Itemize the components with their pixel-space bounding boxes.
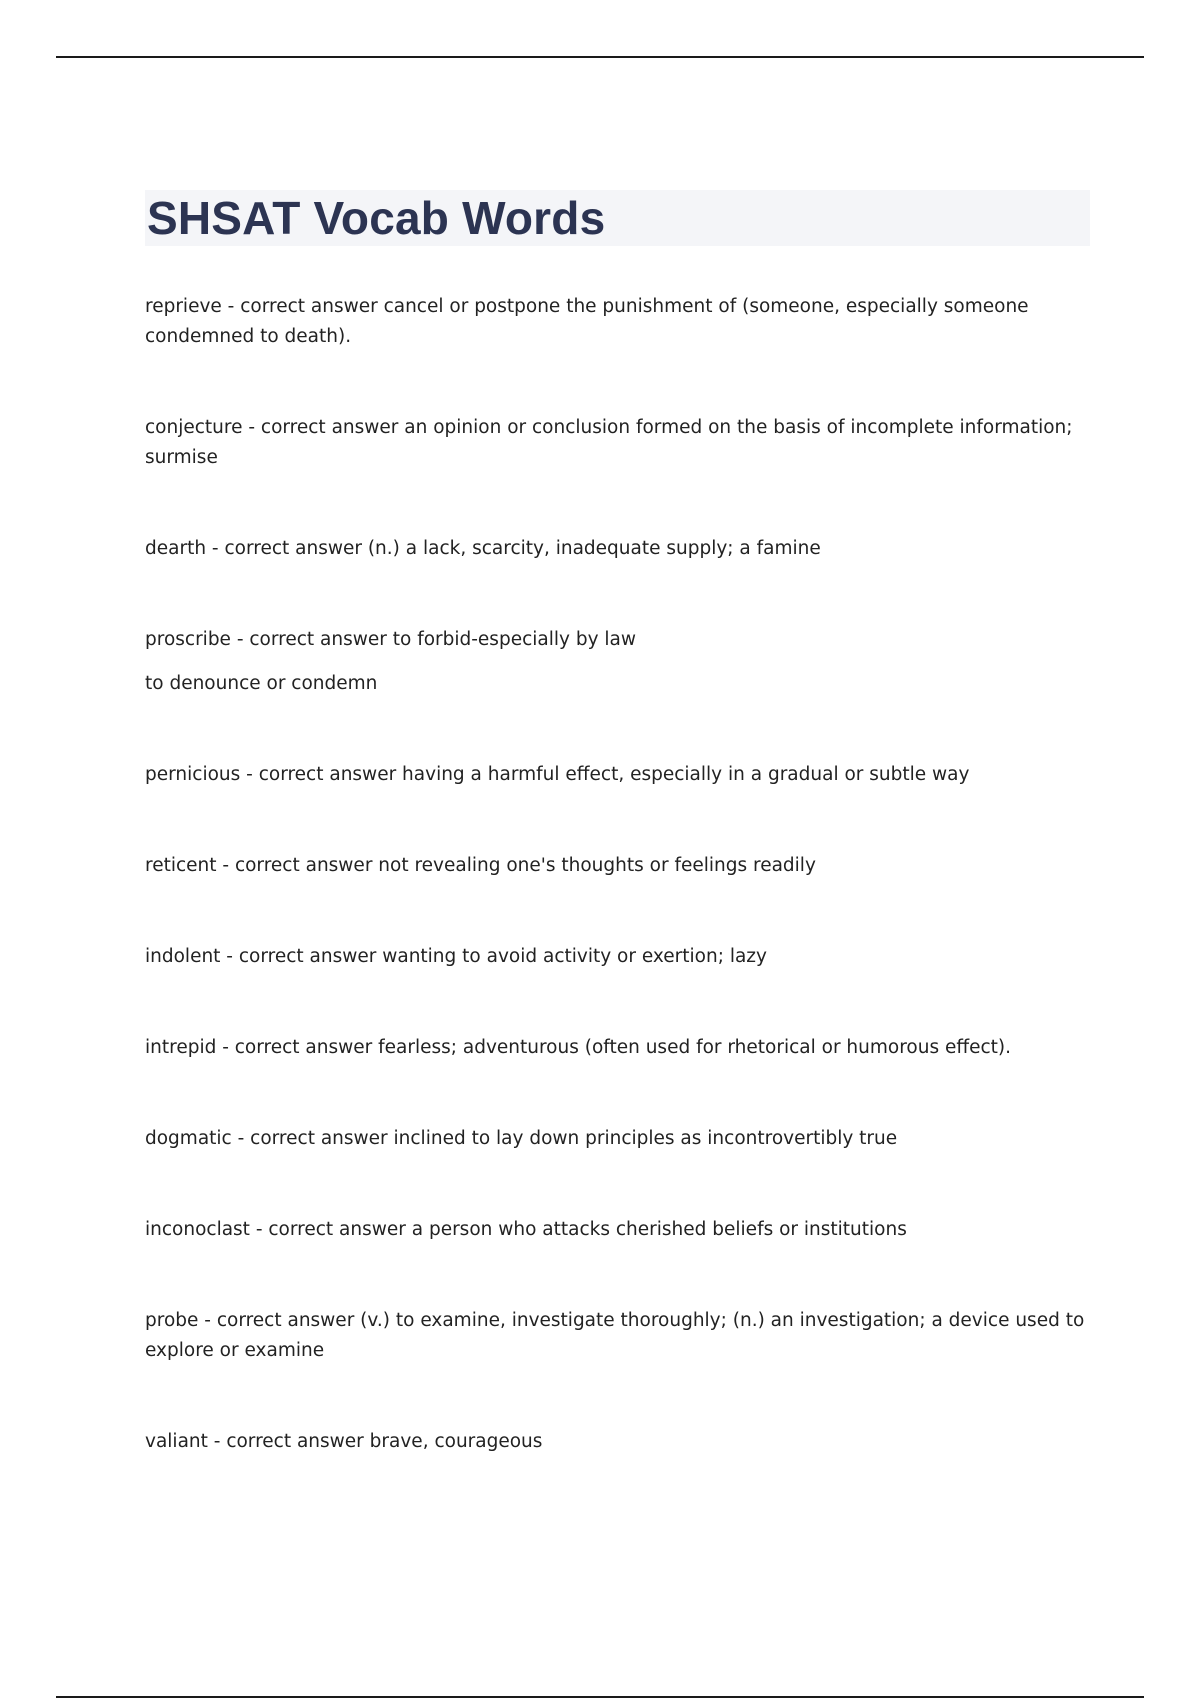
vocab-entry bbox=[145, 1427, 1090, 1457]
vocab-entry bbox=[145, 1215, 1090, 1245]
vocab-entry bbox=[145, 851, 1090, 881]
vocab-entry-text: reprieve - correct answer cancel or postpone the punishment of (someone, especially someone condemned to death). bbox=[145, 296, 1029, 347]
vocab-entry-text: conjecture - correct answer an opinion or conclusion formed on the basis of incomplete information; surmise bbox=[145, 417, 1073, 468]
vocab-entry bbox=[145, 1033, 1090, 1063]
vocab-entry bbox=[145, 625, 1090, 699]
vocab-entry-extra-text: to denounce or condemn bbox=[145, 673, 378, 694]
vocab-entry bbox=[145, 1124, 1090, 1154]
vocab-entry bbox=[145, 534, 1090, 564]
vocab-entry-text: probe - correct answer (v.) to examine, investigate thoroughly; (n.) an investigation; a device used to explore or examine bbox=[145, 1310, 1085, 1361]
vocab-entry-text: dogmatic - correct answer inclined to lay down principles as incontrovertibly true bbox=[145, 1128, 898, 1149]
vocab-entry-text: pernicious - correct answer having a harmful effect, especially in a gradual or subtle way bbox=[145, 764, 970, 785]
vocab-list bbox=[145, 292, 1090, 1518]
top-rule bbox=[56, 56, 1144, 58]
vocab-entry-text: valiant - correct answer brave, courageous bbox=[145, 1431, 543, 1452]
vocab-entry-text: dearth - correct answer (n.) a lack, scarcity, inadequate supply; a famine bbox=[145, 538, 821, 559]
vocab-entry-text: reticent - correct answer not revealing one's thoughts or feelings readily bbox=[145, 855, 816, 876]
vocab-entry-text: proscribe - correct answer to forbid-especially by law bbox=[145, 629, 637, 650]
vocab-entry bbox=[145, 1306, 1090, 1366]
vocab-entry bbox=[145, 413, 1090, 473]
vocab-entry-text: inconoclast - correct answer a person who attacks cherished beliefs or institutions bbox=[145, 1219, 907, 1240]
vocab-entry bbox=[145, 760, 1090, 790]
vocab-entry-text: indolent - correct answer wanting to avoid activity or exertion; lazy bbox=[145, 946, 767, 967]
vocab-entry bbox=[145, 942, 1090, 972]
bottom-rule bbox=[56, 1696, 1144, 1698]
title-banner bbox=[145, 190, 1090, 246]
vocab-entry-text: intrepid - correct answer fearless; adventurous (often used for rhetorical or humorous effect). bbox=[145, 1037, 1012, 1058]
page-title: SHSAT Vocab Words bbox=[147, 192, 606, 244]
vocab-entry bbox=[145, 292, 1090, 352]
